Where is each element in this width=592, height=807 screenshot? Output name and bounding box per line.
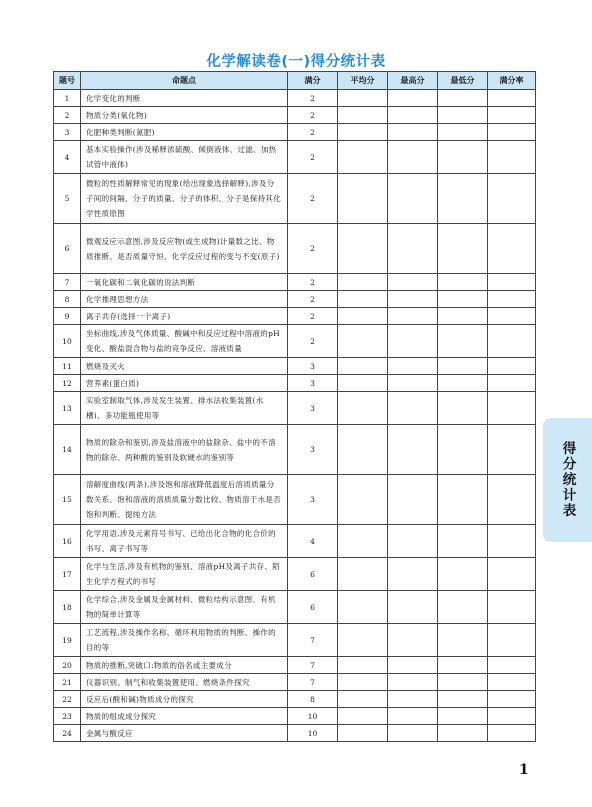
proposition-point: 工艺流程,涉及操作名称、循环利用物质的判断、操作的目的等 — [81, 624, 288, 657]
proposition-point: 物质的除杂和鉴别,涉及盐溶液中的盐除杂、盐中的不溶物的除杂、两种酸的鉴别及软硬水的鉴别等 — [81, 425, 288, 475]
proposition-point: 仪器识别、制气和收集装置使用、燃烧条件探究 — [81, 674, 288, 691]
highest-score-cell — [388, 691, 438, 708]
highest-score-cell — [388, 274, 438, 291]
full-score: 2 — [288, 325, 338, 358]
lowest-score-cell — [438, 141, 488, 174]
lowest-score-cell — [438, 308, 488, 325]
full-score: 2 — [288, 274, 338, 291]
table-row — [54, 691, 536, 708]
full-rate-cell — [488, 107, 536, 124]
full-rate-cell — [488, 141, 536, 174]
proposition-point: 物质的组成成分探究 — [81, 708, 288, 725]
question-number: 20 — [54, 657, 81, 674]
table-row — [54, 525, 536, 558]
full-score: 7 — [288, 624, 338, 657]
full-score: 8 — [288, 691, 338, 708]
average-score-cell — [338, 224, 388, 274]
proposition-point: 化学推理思想方法 — [81, 291, 288, 308]
header-highest: 最高分 — [388, 72, 438, 90]
highest-score-cell — [388, 525, 438, 558]
full-rate-cell — [488, 174, 536, 224]
question-number: 1 — [54, 90, 81, 107]
table-body — [54, 90, 536, 742]
highest-score-cell — [388, 291, 438, 308]
proposition-point: 营养素(蛋白质) — [81, 375, 288, 392]
full-rate-cell — [488, 392, 536, 425]
average-score-cell — [338, 591, 388, 624]
page-title: 化学解读卷(一)得分统计表 — [206, 54, 386, 70]
table-row — [54, 274, 536, 291]
full-rate-cell — [488, 291, 536, 308]
question-number: 7 — [54, 274, 81, 291]
average-score-cell — [338, 291, 388, 308]
full-rate-cell — [488, 674, 536, 691]
table-row — [54, 141, 536, 174]
highest-score-cell — [388, 107, 438, 124]
full-rate-cell — [488, 691, 536, 708]
lowest-score-cell — [438, 274, 488, 291]
header-full-score: 满分 — [288, 72, 338, 90]
full-score: 2 — [288, 124, 338, 141]
table-row — [54, 224, 536, 274]
average-score-cell — [338, 725, 388, 742]
full-score: 2 — [288, 141, 338, 174]
average-score-cell — [338, 90, 388, 107]
full-score: 3 — [288, 425, 338, 475]
highest-score-cell — [388, 708, 438, 725]
table-row — [54, 325, 536, 358]
question-number: 19 — [54, 624, 81, 657]
lowest-score-cell — [438, 124, 488, 141]
average-score-cell — [338, 674, 388, 691]
highest-score-cell — [388, 475, 438, 525]
full-score: 2 — [288, 224, 338, 274]
table-row — [54, 425, 536, 475]
lowest-score-cell — [438, 375, 488, 392]
average-score-cell — [338, 375, 388, 392]
proposition-point: 化学用语,涉及元素符号书写、已给出化合物的化合价的书写、离子书写等 — [81, 525, 288, 558]
full-rate-cell — [488, 425, 536, 475]
lowest-score-cell — [438, 657, 488, 674]
table-row — [54, 475, 536, 525]
lowest-score-cell — [438, 691, 488, 708]
lowest-score-cell — [438, 725, 488, 742]
lowest-score-cell — [438, 224, 488, 274]
proposition-point: 坐标曲线,涉及气体质量、酸碱中和反应过程中溶液的pH变化、酸盐混合物与盐的竞争反应、溶液质量 — [81, 325, 288, 358]
question-number: 23 — [54, 708, 81, 725]
proposition-point: 溶解度曲线(两条),涉及饱和溶液降低温度后溶质质量分数关系、饱和溶液的溶质质量分数比较、物质溶于水是否饱和判断、提纯方法 — [81, 475, 288, 525]
table-row — [54, 674, 536, 691]
average-score-cell — [338, 325, 388, 358]
table-row — [54, 392, 536, 425]
highest-score-cell — [388, 90, 438, 107]
table-row — [54, 308, 536, 325]
header-question-no: 题号 — [54, 72, 81, 90]
lowest-score-cell — [438, 90, 488, 107]
table-row — [54, 657, 536, 674]
highest-score-cell — [388, 124, 438, 141]
proposition-point: 金属与酸反应 — [81, 725, 288, 742]
proposition-point: 化肥种类判断(氮肥) — [81, 124, 288, 141]
question-number: 2 — [54, 107, 81, 124]
full-rate-cell — [488, 591, 536, 624]
full-score: 3 — [288, 375, 338, 392]
average-score-cell — [338, 107, 388, 124]
full-rate-cell — [488, 224, 536, 274]
lowest-score-cell — [438, 624, 488, 657]
highest-score-cell — [388, 375, 438, 392]
question-number: 17 — [54, 558, 81, 591]
proposition-point: 物质的推断,突破口:物质的俗名或主要成分 — [81, 657, 288, 674]
question-number: 5 — [54, 174, 81, 224]
table-row — [54, 558, 536, 591]
question-number: 3 — [54, 124, 81, 141]
full-score: 2 — [288, 308, 338, 325]
table-row — [54, 725, 536, 742]
side-tab — [543, 418, 592, 542]
question-number: 10 — [54, 325, 81, 358]
header-average: 平均分 — [338, 72, 388, 90]
table-row — [54, 591, 536, 624]
table-header — [54, 72, 536, 90]
proposition-point: 基本实验操作(涉及稀释浓硫酸、倾倒液体、过滤、加热试管中液体) — [81, 141, 288, 174]
full-score: 10 — [288, 708, 338, 725]
highest-score-cell — [388, 725, 438, 742]
full-score: 2 — [288, 107, 338, 124]
average-score-cell — [338, 124, 388, 141]
average-score-cell — [338, 691, 388, 708]
question-number: 18 — [54, 591, 81, 624]
lowest-score-cell — [438, 708, 488, 725]
full-rate-cell — [488, 274, 536, 291]
table-row — [54, 291, 536, 308]
proposition-point: 微粒的性质解释常见的现象(给出现象选择解释),涉及分子间的间隔、分子的质量、分子的体积、分子是保持其化学性质原图 — [81, 174, 288, 224]
full-score: 7 — [288, 657, 338, 674]
question-number: 16 — [54, 525, 81, 558]
lowest-score-cell — [438, 425, 488, 475]
side-tab-label: 得分统计表 — [559, 441, 576, 519]
highest-score-cell — [388, 358, 438, 375]
proposition-point: 化学综合,涉及金属及金属材料、微粒结构示意图、有机物的简单计算等 — [81, 591, 288, 624]
full-rate-cell — [488, 90, 536, 107]
full-rate-cell — [488, 358, 536, 375]
full-rate-cell — [488, 525, 536, 558]
table-row — [54, 107, 536, 124]
table-row — [54, 708, 536, 725]
highest-score-cell — [388, 624, 438, 657]
full-score: 2 — [288, 90, 338, 107]
full-rate-cell — [488, 325, 536, 358]
average-score-cell — [338, 475, 388, 525]
header-lowest: 最低分 — [438, 72, 488, 90]
full-rate-cell — [488, 375, 536, 392]
lowest-score-cell — [438, 174, 488, 224]
highest-score-cell — [388, 308, 438, 325]
proposition-point: 一氧化碳和二氧化碳的说法判断 — [81, 274, 288, 291]
question-number: 15 — [54, 475, 81, 525]
table-row — [54, 375, 536, 392]
average-score-cell — [338, 624, 388, 657]
full-score: 6 — [288, 558, 338, 591]
proposition-point: 实验室制取气体,涉及发生装置、排水法收集装置(水槽)、多功能瓶使用等 — [81, 392, 288, 425]
average-score-cell — [338, 174, 388, 224]
question-number: 11 — [54, 358, 81, 375]
average-score-cell — [338, 358, 388, 375]
question-number: 21 — [54, 674, 81, 691]
proposition-point: 微观反应示意图,涉及反应物(或生成物)计量数之比、物质推断、是否质量守恒、化学反应过程的变与不变(原子) — [81, 224, 288, 274]
full-rate-cell — [488, 558, 536, 591]
highest-score-cell — [388, 425, 438, 475]
full-rate-cell — [488, 708, 536, 725]
highest-score-cell — [388, 591, 438, 624]
table-row — [54, 174, 536, 224]
question-number: 12 — [54, 375, 81, 392]
full-score: 3 — [288, 392, 338, 425]
proposition-point: 物质分类(氧化物) — [81, 107, 288, 124]
lowest-score-cell — [438, 591, 488, 624]
lowest-score-cell — [438, 525, 488, 558]
full-rate-cell — [488, 475, 536, 525]
page-number: 1 — [519, 762, 529, 778]
lowest-score-cell — [438, 392, 488, 425]
average-score-cell — [338, 392, 388, 425]
full-rate-cell — [488, 624, 536, 657]
question-number: 22 — [54, 691, 81, 708]
average-score-cell — [338, 657, 388, 674]
average-score-cell — [338, 708, 388, 725]
proposition-point: 燃烧及灭火 — [81, 358, 288, 375]
average-score-cell — [338, 525, 388, 558]
proposition-point: 化学变化的判断 — [81, 90, 288, 107]
lowest-score-cell — [438, 107, 488, 124]
lowest-score-cell — [438, 325, 488, 358]
average-score-cell — [338, 558, 388, 591]
proposition-point: 反应后(酸和碱)物质成分的探究 — [81, 691, 288, 708]
highest-score-cell — [388, 174, 438, 224]
score-table — [53, 71, 536, 742]
lowest-score-cell — [438, 558, 488, 591]
full-score: 3 — [288, 475, 338, 525]
table-row — [54, 358, 536, 375]
average-score-cell — [338, 425, 388, 475]
question-number: 4 — [54, 141, 81, 174]
table-row — [54, 624, 536, 657]
table-row — [54, 90, 536, 107]
highest-score-cell — [388, 392, 438, 425]
question-number: 8 — [54, 291, 81, 308]
full-score: 10 — [288, 725, 338, 742]
average-score-cell — [338, 141, 388, 174]
question-number: 9 — [54, 308, 81, 325]
highest-score-cell — [388, 674, 438, 691]
highest-score-cell — [388, 558, 438, 591]
header-full-rate: 满分率 — [488, 72, 536, 90]
question-number: 6 — [54, 224, 81, 274]
question-number: 14 — [54, 425, 81, 475]
header-topic: 命题点 — [81, 72, 288, 90]
lowest-score-cell — [438, 291, 488, 308]
highest-score-cell — [388, 224, 438, 274]
full-score: 6 — [288, 591, 338, 624]
full-rate-cell — [488, 124, 536, 141]
lowest-score-cell — [438, 358, 488, 375]
full-score: 2 — [288, 291, 338, 308]
full-score: 2 — [288, 174, 338, 224]
average-score-cell — [338, 308, 388, 325]
full-rate-cell — [488, 308, 536, 325]
lowest-score-cell — [438, 475, 488, 525]
average-score-cell — [338, 274, 388, 291]
full-score: 3 — [288, 358, 338, 375]
highest-score-cell — [388, 141, 438, 174]
highest-score-cell — [388, 657, 438, 674]
lowest-score-cell — [438, 674, 488, 691]
table-row — [54, 124, 536, 141]
highest-score-cell — [388, 325, 438, 358]
full-rate-cell — [488, 725, 536, 742]
full-score: 4 — [288, 525, 338, 558]
full-rate-cell — [488, 657, 536, 674]
full-score: 7 — [288, 674, 338, 691]
question-number: 13 — [54, 392, 81, 425]
proposition-point: 化学与生活,涉及有机物的鉴别、溶液pH及离子共存、陌生化学方程式的书写 — [81, 558, 288, 591]
question-number: 24 — [54, 725, 81, 742]
proposition-point: 离子共存(选择一个离子) — [81, 308, 288, 325]
